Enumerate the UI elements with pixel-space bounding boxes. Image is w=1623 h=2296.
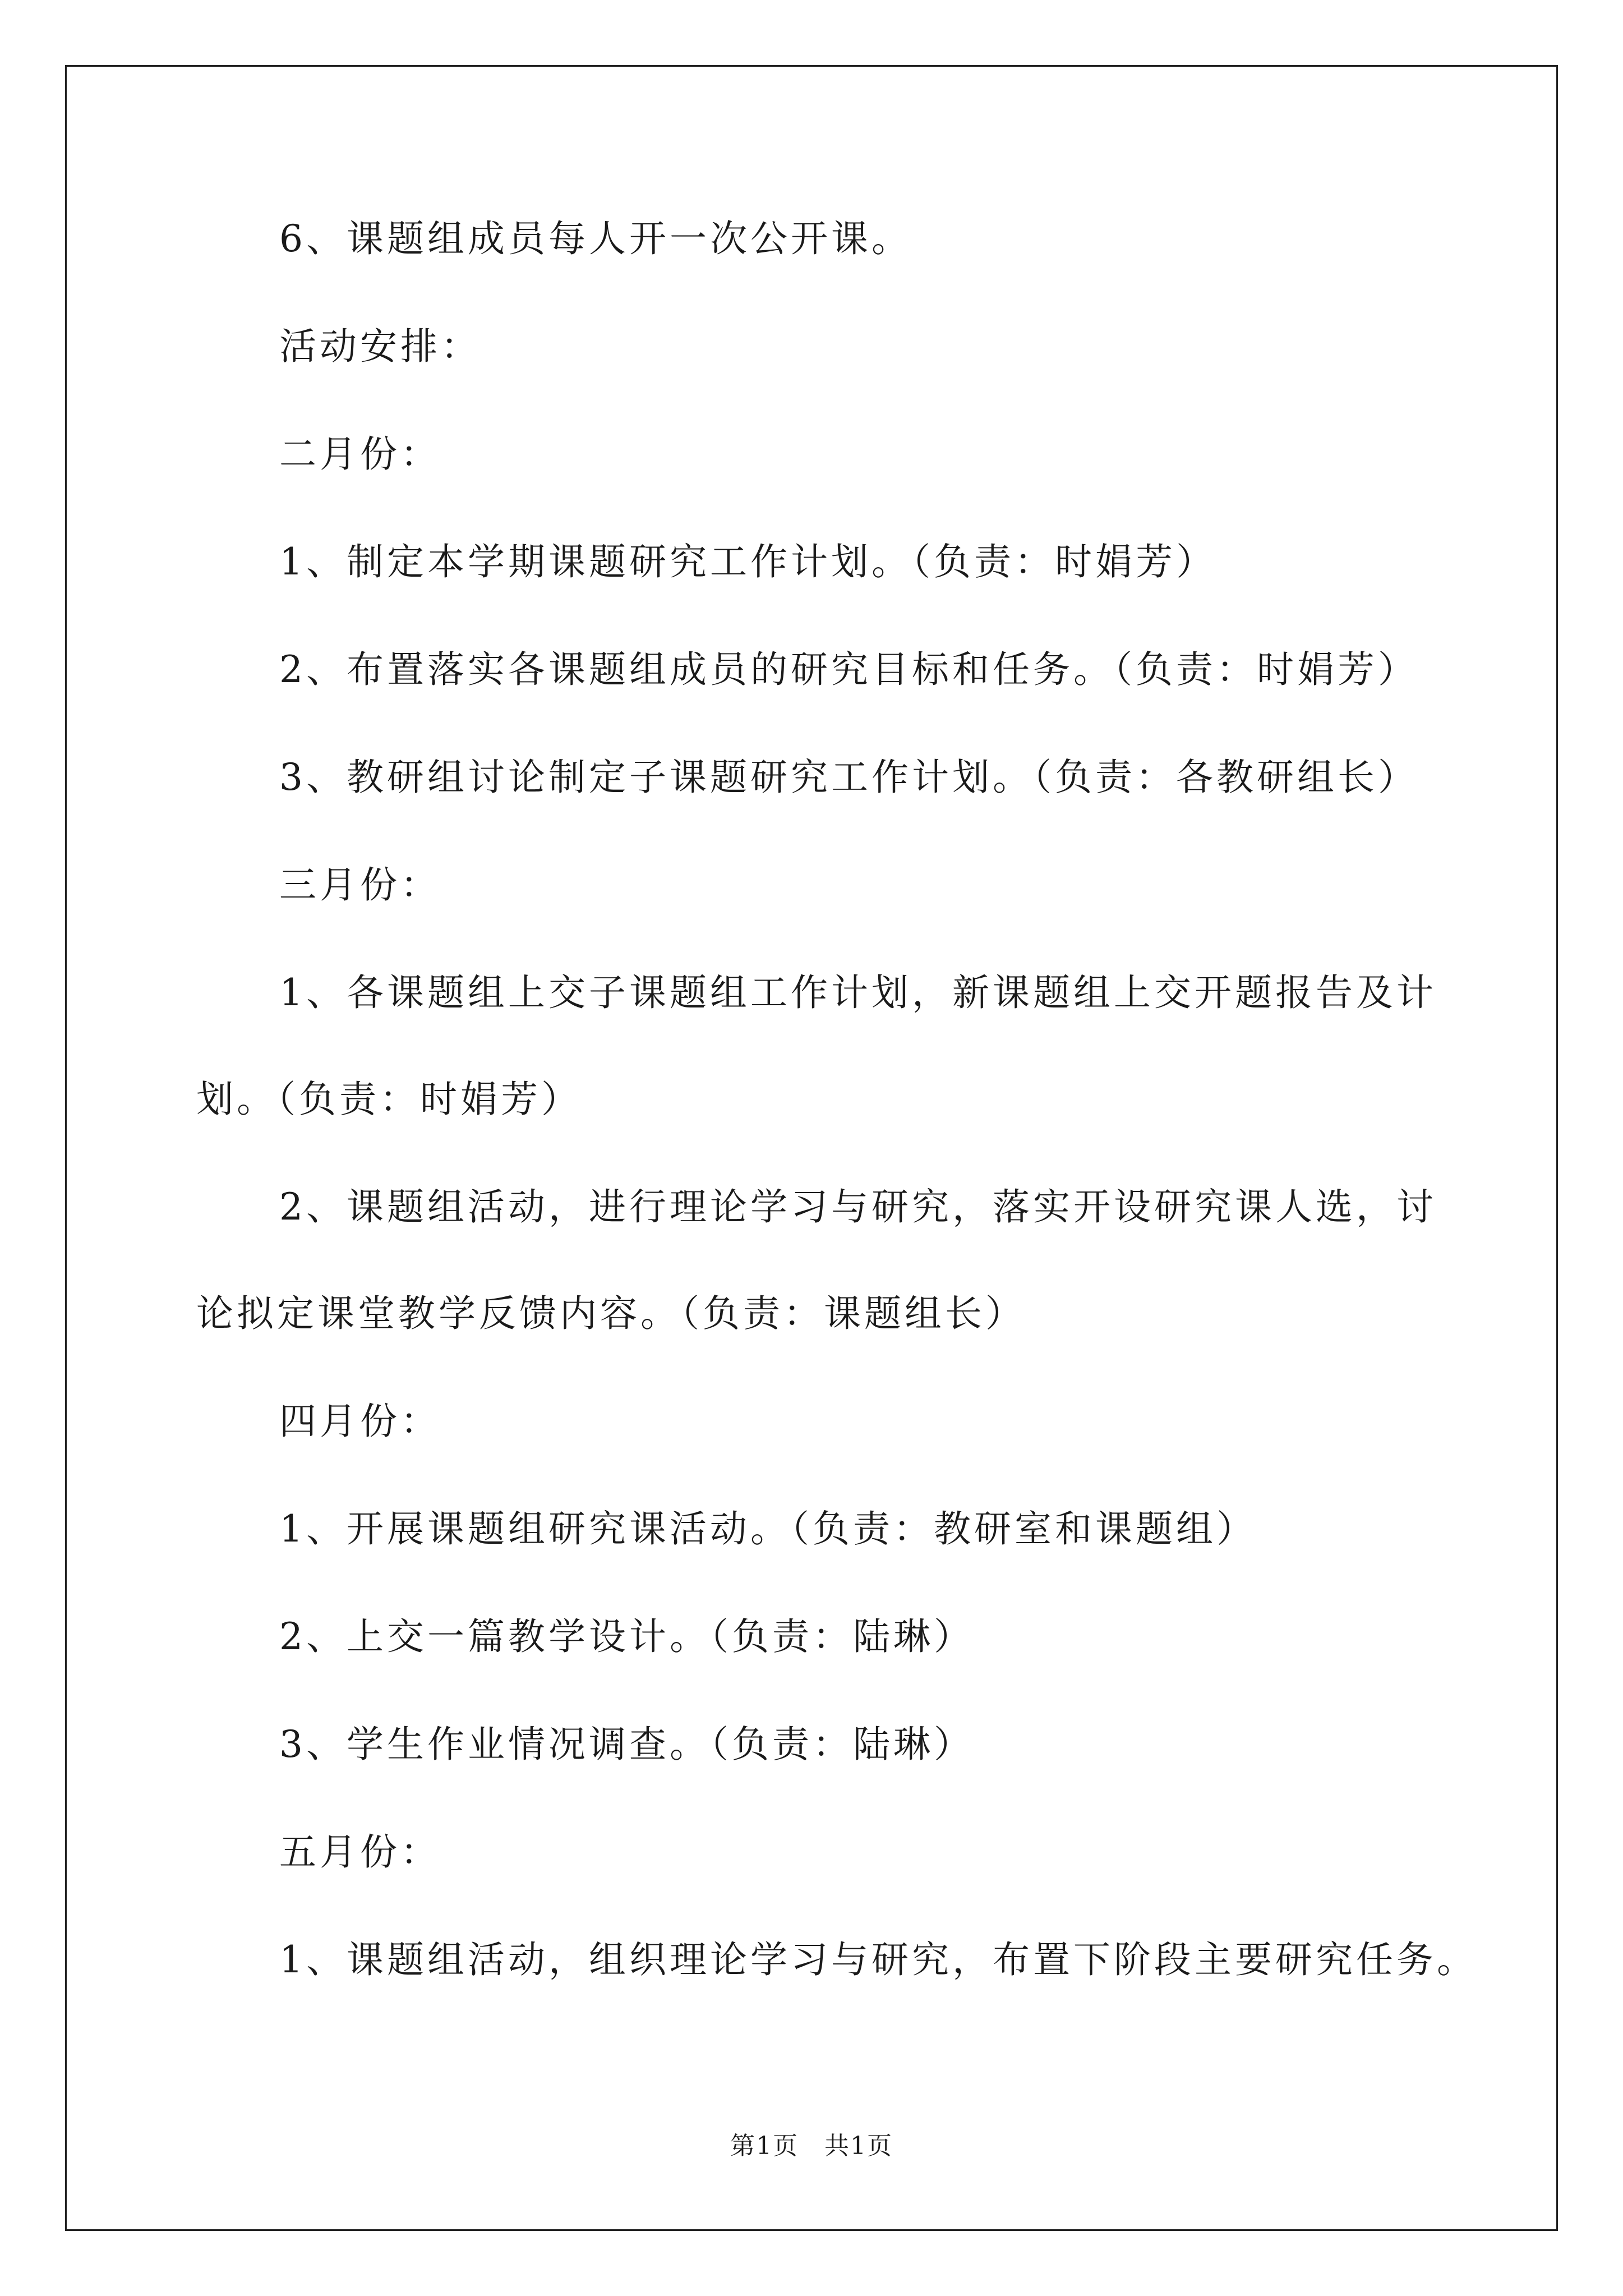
list-item: 1、制定本学期课题研究工作计划。（负责：时娟芳） [279,540,1216,583]
list-item: 1、开展课题组研究课活动。（负责：教研室和课题组） [279,1507,1257,1550]
list-item: 3、教研组讨论制定子课题研究工作计划。（负责：各教研组长） [279,756,1418,799]
month-heading: 二月份： [279,432,441,476]
month-heading: 四月份： [279,1400,441,1443]
month-heading: 五月份： [279,1830,441,1874]
list-item: 2、上交一篇教学设计。（负责：陆琳） [279,1615,974,1658]
list-item-continuation: 论拟定课堂教学反馈内容。（负责：课题组长） [196,1292,1026,1335]
list-item: 2、布置落实各课题组成员的研究目标和任务。（负责：时娟芳） [279,648,1418,691]
list-item: 2、课题组活动，进行理论学习与研究，落实开设研究课人选，讨 [279,1185,1437,1228]
month-heading: 三月份： [279,863,441,907]
paragraph: 6、课题组成员每人开一次公开课。 [279,217,912,260]
list-item: 1、各课题组上交子课题组工作计划，新课题组上交开题报告及计 [279,971,1437,1014]
list-item: 3、学生作业情况调查。（负责：陆琳） [279,1723,974,1766]
page-footer: 第1页 共1页 [730,2132,893,2160]
list-item: 1、课题组活动，组织理论学习与研究，布置下阶段主要研究任务。 [279,1938,1477,1981]
section-heading: 活动安排： [279,325,481,368]
list-item-continuation: 划。（负责：时娟芳） [196,1078,582,1121]
document-body [196,217,1477,1981]
